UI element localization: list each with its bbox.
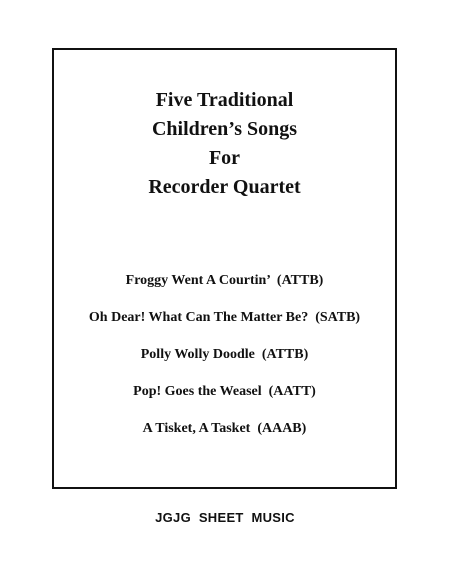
cover-border-frame — [52, 48, 397, 489]
title-line: Recorder Quartet — [148, 176, 301, 198]
title-line: For — [208, 147, 241, 169]
song-title: Polly Wolly Doodle (ATTB) — [140, 347, 309, 362]
publisher-name: JGJG SHEET MUSIC — [155, 510, 295, 525]
song-title: A Tisket, A Tasket (AAAB) — [142, 421, 307, 436]
title-line: Five Traditional — [155, 89, 294, 111]
song-list — [54, 272, 395, 457]
title-line: Children’s Songs — [151, 118, 298, 140]
song-title: Oh Dear! What Can The Matter Be? (SATB) — [88, 310, 361, 325]
cover-title — [54, 86, 395, 202]
song-title: Froggy Went A Courtin’ (ATTB) — [125, 273, 324, 288]
song-title: Pop! Goes the Weasel (AATT) — [133, 384, 316, 399]
